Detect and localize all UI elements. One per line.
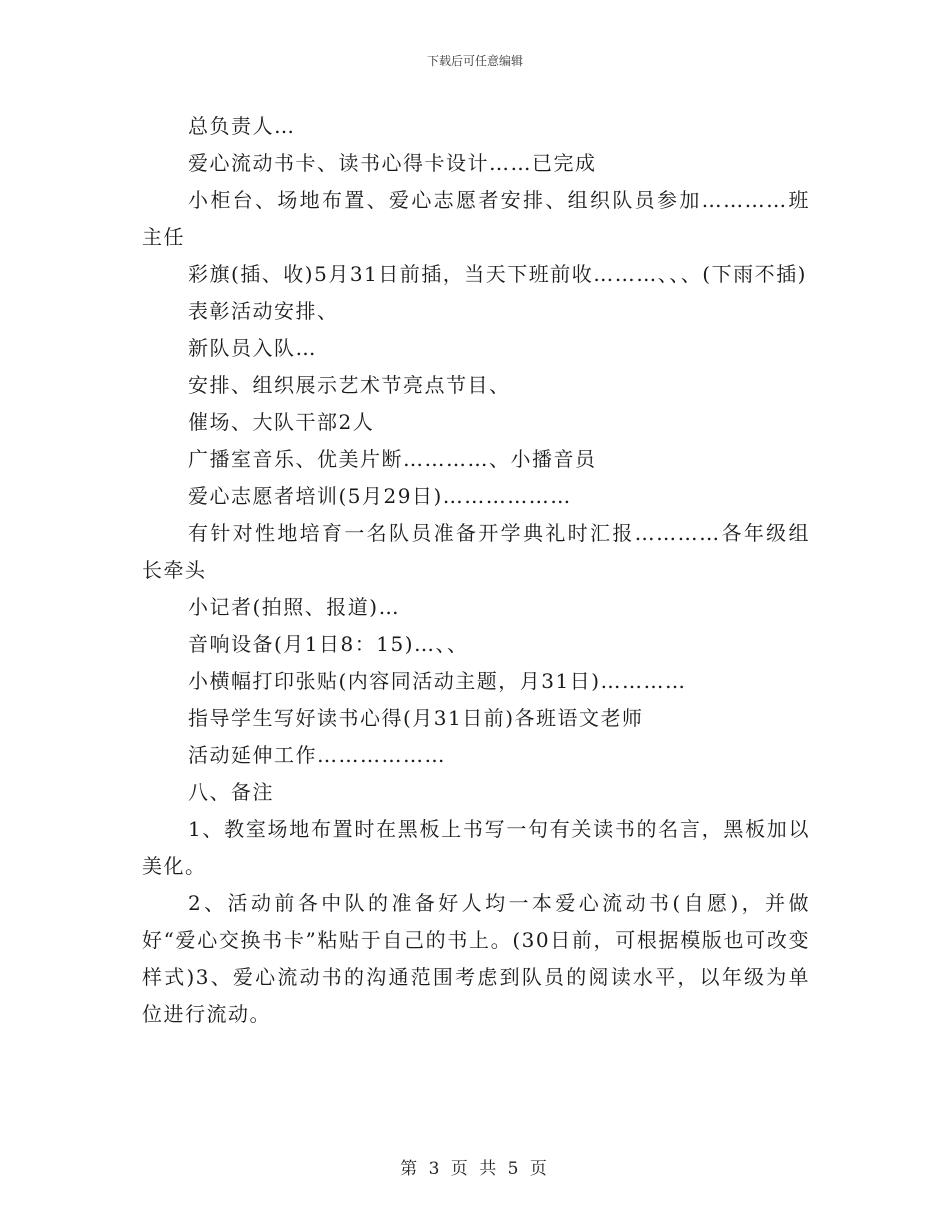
paragraph: 小记者(拍照、报道)… [188,595,401,619]
paragraph: 彩旗(插、收)5月31日前插，当天下班前收………、、、(下雨不插) [188,262,807,286]
paragraph: 爱心流动书卡、读书心得卡设计……已完成 [188,151,597,175]
paragraph: 音响设备(月1日8：15)…、、 [188,632,469,656]
document-body [142,108,810,1033]
paragraph: 安排、组织展示艺术节亮点节目、 [188,373,511,397]
paragraph: 活动延伸工作……………… [188,743,446,767]
paragraph: 总负责人… [188,114,296,138]
paragraph: 广播室音乐、优美片断…………、小播音员 [188,447,597,471]
paragraph: 2、活动前各中队的准备好人均一本爱心流动书(自愿)，并做好“爱心交换书卡”粘贴于自己的书上。(30日前，可根据模版也可改变样式)3、爱心流动书的沟通范围考虑到队员的阅读水平，以年级为单位进行流动。 [142,891,810,1026]
page-header: 下载后可任意编辑 [426,54,523,68]
paragraph: 表彰活动安排、 [188,299,339,323]
page-number: 第 3 页 共 5 页 [400,1159,550,1179]
paragraph: 小横幅打印张贴(内容同活动主题，月31日)………… [188,669,687,693]
paragraph: 爱心志愿者培训(5月29日)……………… [188,484,572,508]
paragraph: 1、教室场地布置时在黑板上书写一句有关读书的名言，黑板加以美化。 [142,817,810,878]
section-heading: 八、备注 [188,780,274,804]
paragraph: 小柜台、场地布置、爱心志愿者安排、组织队员参加…………班主任 [142,188,810,249]
paragraph: 有针对性地培育一名队员准备开学典礼时汇报…………各年级组长牵头 [142,521,810,582]
paragraph: 新队员入队… [188,336,317,360]
paragraph: 催场、大队干部2人 [188,410,375,434]
paragraph: 指导学生写好读书心得(月31日前)各班语文老师 [188,706,644,730]
